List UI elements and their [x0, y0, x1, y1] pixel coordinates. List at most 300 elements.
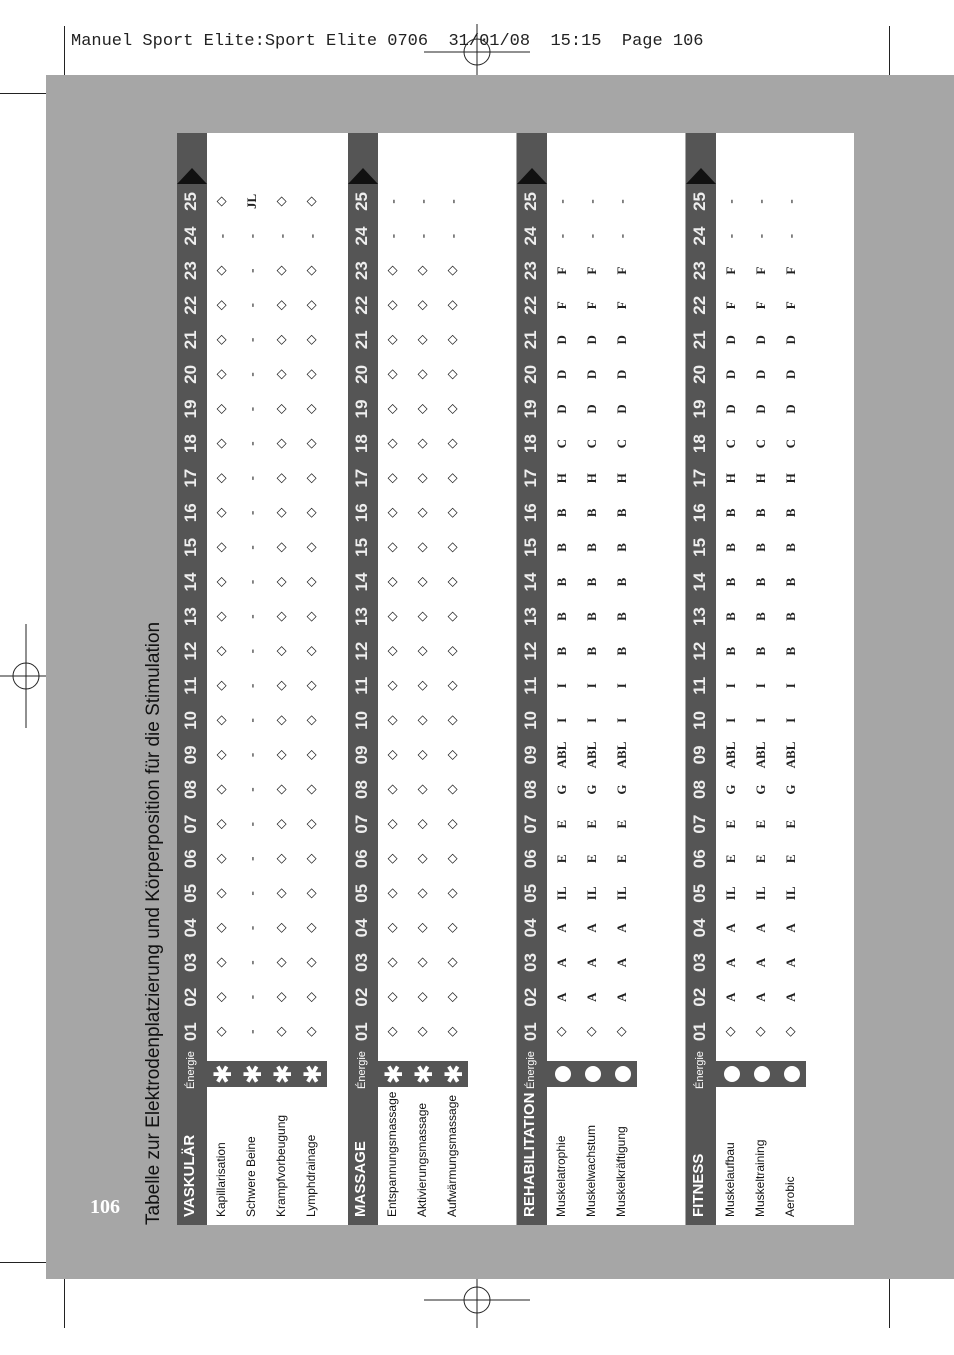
table-cell: - [554, 199, 569, 204]
table-cell: F [614, 266, 629, 275]
arrow-icon [348, 168, 378, 184]
table-cell: B [584, 508, 599, 518]
diamond-icon: ◇ [304, 438, 319, 449]
diamond-icon: ◇ [274, 369, 289, 380]
table-cell: A [753, 992, 768, 1002]
table-row [716, 133, 746, 1225]
diamond-icon: ◇ [445, 819, 460, 830]
program-number: 08 [690, 780, 709, 800]
program-number: 14 [181, 572, 200, 592]
diamond-icon: ◇ [214, 611, 229, 622]
crop-mark [0, 1262, 52, 1263]
table-cell: B [753, 646, 768, 656]
table-cell: - [244, 891, 259, 896]
program-number: 07 [690, 814, 709, 834]
table-cell: A [614, 957, 629, 968]
diamond-icon: ◇ [214, 784, 229, 795]
diamond-icon: ◇ [304, 853, 319, 864]
cell-row [776, 184, 806, 1049]
program-number: 15 [181, 537, 200, 557]
table-cell: B [584, 543, 599, 552]
program-number: 21 [521, 330, 540, 350]
program-number: 23 [352, 261, 371, 281]
diamond-icon: ◇ [304, 715, 319, 726]
table-cell: - [445, 233, 460, 239]
table-cell: I [554, 683, 569, 689]
category-label: MASSAGE [352, 1141, 369, 1217]
program-number: 20 [352, 364, 371, 384]
diamond-icon: ◇ [274, 715, 289, 726]
table-cell: H [723, 473, 738, 484]
table-cell: B [753, 612, 768, 621]
diamond-icon: ◇ [304, 819, 319, 830]
program-number: 05 [352, 883, 371, 903]
table-cell: - [244, 856, 259, 861]
table-cell: - [753, 233, 768, 239]
table-cell: IL [584, 886, 599, 901]
table-cell: - [244, 718, 259, 723]
diamond-icon: ◇ [274, 334, 289, 345]
diamond-icon: ◇ [445, 646, 460, 657]
program-table [686, 133, 854, 1225]
program-number: 08 [181, 780, 200, 800]
diamond-icon: ◇ [304, 611, 319, 622]
table-cell: A [753, 923, 768, 933]
table-cell: B [753, 543, 768, 552]
program-number: 08 [352, 780, 371, 800]
table-cell: - [244, 303, 259, 308]
energy-label: Énergie [356, 1051, 368, 1089]
star-icon: ✱ [207, 1061, 237, 1087]
table-cell: - [244, 649, 259, 654]
diamond-icon: ◇ [274, 957, 289, 968]
diamond-icon: ◇ [445, 611, 460, 622]
table-header [517, 133, 547, 1225]
table-cell: - [385, 199, 400, 204]
table-cell: C [554, 438, 569, 449]
table-cell: I [584, 717, 599, 723]
table-cell: - [244, 441, 259, 446]
diamond-icon: ◇ [304, 680, 319, 691]
star-icon: ✱ [237, 1061, 267, 1087]
table-cell: - [244, 476, 259, 481]
page-title: Tabelle zur Elektrodenplatzierung und Körperposition für die Stimulation [143, 621, 164, 1225]
diamond-icon: ◇ [385, 611, 400, 622]
program-number: 10 [181, 710, 200, 730]
diamond-icon: ◇ [274, 992, 289, 1003]
diamond-icon: ◇ [385, 992, 400, 1003]
crop-mark [889, 1278, 890, 1328]
program-number: 25 [352, 192, 371, 211]
table-cell: - [244, 233, 259, 239]
diamond-icon: ◇ [304, 265, 319, 276]
table-cell: IL [554, 886, 569, 901]
table-cell: - [445, 199, 460, 204]
table-cell: E [783, 854, 798, 864]
diamond-icon: ◇ [385, 1026, 400, 1037]
program-number: 09 [521, 745, 540, 765]
table-cell: - [723, 199, 738, 204]
program-number: 21 [690, 330, 709, 350]
program-number: 08 [521, 780, 540, 800]
program-number: 03 [690, 953, 709, 972]
table-cell: A [554, 957, 569, 968]
diamond-icon: ◇ [783, 1026, 798, 1037]
diamond-icon: ◇ [214, 334, 229, 345]
table-cell: D [614, 369, 629, 380]
program-number: 05 [181, 883, 200, 903]
table-cell: D [584, 404, 599, 414]
table-row [547, 133, 577, 1225]
table-row [378, 133, 408, 1225]
table-header [686, 133, 716, 1225]
program-label: Muskelaufbau [723, 1142, 737, 1217]
star-icon: ✱ [438, 1061, 468, 1087]
diamond-icon: ◇ [415, 1026, 430, 1037]
diamond-icon: ◇ [445, 853, 460, 864]
table-cell: B [783, 508, 798, 518]
program-number: 16 [690, 503, 709, 523]
program-number: 18 [352, 434, 371, 454]
table-cell: B [554, 577, 569, 587]
program-number: 17 [181, 468, 200, 488]
diamond-icon: ◇ [415, 438, 430, 449]
diamond-icon: ◇ [304, 784, 319, 795]
table-cell: A [723, 923, 738, 933]
program-number: 16 [181, 503, 200, 523]
table-cell: F [584, 266, 599, 275]
diamond-icon: ◇ [304, 992, 319, 1003]
table-cell: I [614, 717, 629, 723]
diamond-icon: ◇ [214, 438, 229, 449]
table-cell: B [584, 577, 599, 587]
diamond-icon: ◇ [415, 957, 430, 968]
diamond-icon: ◇ [445, 992, 460, 1003]
table-cell: A [783, 923, 798, 933]
category-label: REHABILITATION [521, 1092, 538, 1217]
program-number: 22 [352, 295, 371, 315]
diamond-icon: ◇ [415, 265, 430, 276]
diamond-icon: ◇ [445, 888, 460, 899]
program-number: 06 [690, 849, 709, 869]
table-cell: A [783, 957, 798, 968]
table-cell: B [554, 508, 569, 518]
diamond-icon: ◇ [445, 957, 460, 968]
diamond-icon: ◇ [445, 715, 460, 726]
program-number: 17 [352, 468, 371, 488]
program-number: 19 [352, 399, 371, 419]
table-cell: H [584, 473, 599, 484]
program-number: 14 [521, 572, 540, 592]
table-cell: - [244, 372, 259, 377]
table-cell: F [753, 301, 768, 310]
table-cell: - [584, 199, 599, 204]
table-cell: B [783, 646, 798, 656]
table-cell: E [753, 819, 768, 829]
cell-row [746, 184, 776, 1049]
diamond-icon: ◇ [274, 611, 289, 622]
table-cell: D [554, 335, 569, 345]
table-cell: B [614, 577, 629, 587]
table-cell: F [614, 301, 629, 310]
diamond-icon: ◇ [385, 819, 400, 830]
diamond-icon: ◇ [445, 438, 460, 449]
table-cell: - [244, 960, 259, 965]
program-number: 10 [690, 710, 709, 730]
table-cell: - [244, 752, 259, 758]
program-number: 12 [352, 641, 371, 661]
print-header: Manuel Sport Elite:Sport Elite 0706 31/01/08 15:15 Page 106 [71, 32, 704, 51]
diamond-icon: ◇ [753, 1026, 768, 1037]
diamond-icon: ◇ [214, 404, 229, 415]
arrow-icon [686, 168, 716, 184]
table-cell: E [584, 819, 599, 829]
registration-mark-top [424, 24, 530, 76]
program-number: 22 [690, 295, 709, 315]
diamond-icon: ◇ [274, 576, 289, 587]
program-number: 12 [690, 641, 709, 661]
program-label: Aerobic [783, 1176, 797, 1217]
table-cell: IL [614, 886, 629, 901]
diamond-icon: ◇ [274, 473, 289, 484]
program-number: 13 [181, 607, 200, 627]
program-number: 13 [690, 607, 709, 627]
table-cell: A [753, 957, 768, 968]
diamond-icon: ◇ [385, 473, 400, 484]
diamond-icon: ◇ [415, 473, 430, 484]
table-cell: A [614, 992, 629, 1002]
table-cell: E [554, 819, 569, 829]
table-row [746, 133, 776, 1225]
table-cell: B [723, 612, 738, 621]
program-number: 09 [690, 745, 709, 765]
diamond-icon: ◇ [415, 992, 430, 1003]
program-number: 06 [352, 849, 371, 869]
diamond-icon: ◇ [274, 853, 289, 864]
diamond-icon: ◇ [304, 404, 319, 415]
table-cell: H [753, 473, 768, 484]
program-number: 19 [521, 399, 540, 419]
table-cell: C [723, 438, 738, 449]
cell-row [378, 184, 408, 1049]
cell-row [547, 184, 577, 1049]
energy-cell [547, 1061, 577, 1087]
table-cell: A [554, 992, 569, 1002]
table-cell: F [584, 301, 599, 310]
table-cell: I [753, 683, 768, 689]
diamond-icon: ◇ [415, 611, 430, 622]
program-number: 16 [521, 503, 540, 523]
dot-icon [724, 1066, 740, 1082]
table-cell: A [723, 957, 738, 968]
table-cell: - [614, 199, 629, 204]
table-cell: G [753, 784, 768, 795]
diamond-icon: ◇ [385, 957, 400, 968]
cell-row [408, 184, 438, 1049]
diamond-icon: ◇ [214, 992, 229, 1003]
table-cell: - [415, 233, 430, 239]
program-number-row [352, 184, 372, 1049]
cell-row [237, 184, 267, 1049]
diamond-icon: ◇ [415, 922, 430, 933]
diamond-icon: ◇ [385, 265, 400, 276]
table-cell: ABL [584, 741, 599, 769]
program-number: 04 [352, 918, 371, 938]
table-cell: D [554, 369, 569, 380]
cell-row [716, 184, 746, 1049]
table-spacer [806, 133, 854, 1225]
table-cell: - [244, 337, 259, 342]
diamond-icon: ◇ [385, 784, 400, 795]
star-icon: ✱ [408, 1061, 438, 1087]
diamond-icon: ◇ [385, 300, 400, 311]
table-cell: I [723, 683, 738, 689]
program-number: 03 [181, 953, 200, 972]
table-cell: C [584, 438, 599, 449]
table-cell: - [783, 233, 798, 239]
program-number: 25 [521, 192, 540, 211]
diamond-icon: ◇ [415, 542, 430, 553]
diamond-icon: ◇ [445, 680, 460, 691]
program-number: 05 [521, 883, 540, 903]
table-cell: IL [723, 886, 738, 901]
table-cell: - [244, 406, 259, 412]
table-cell: - [244, 268, 259, 273]
table-cell: E [723, 819, 738, 829]
table-cell: D [783, 335, 798, 345]
diamond-icon: ◇ [415, 680, 430, 691]
table-cell: JL [244, 193, 259, 210]
diamond-icon: ◇ [415, 369, 430, 380]
table-cell: E [554, 854, 569, 864]
table-cell: D [723, 369, 738, 380]
table-cell: B [783, 577, 798, 587]
table-cell: I [584, 683, 599, 689]
table-cell: D [554, 404, 569, 414]
energy-cell [716, 1061, 746, 1087]
program-label: Muskelkräftigung [614, 1126, 628, 1217]
diamond-icon: ◇ [214, 853, 229, 864]
program-number: 20 [181, 364, 200, 384]
program-number: 18 [181, 434, 200, 454]
program-number: 23 [690, 261, 709, 281]
crop-mark [64, 26, 65, 78]
diamond-icon: ◇ [385, 715, 400, 726]
diamond-icon: ◇ [385, 542, 400, 553]
table-cell: C [614, 438, 629, 449]
table-cell: B [554, 543, 569, 552]
table-cell: I [723, 717, 738, 723]
program-number: 25 [181, 192, 200, 211]
diamond-icon: ◇ [274, 1026, 289, 1037]
diamond-icon: ◇ [445, 473, 460, 484]
table-cell: B [614, 612, 629, 621]
table-cell: D [614, 404, 629, 414]
program-number: 02 [690, 987, 709, 1007]
diamond-icon: ◇ [304, 542, 319, 553]
crop-mark [64, 1278, 65, 1328]
diamond-icon: ◇ [214, 957, 229, 968]
table-cell: G [614, 784, 629, 795]
diamond-icon: ◇ [415, 784, 430, 795]
diamond-icon: ◇ [304, 749, 319, 760]
table-cell: C [753, 438, 768, 449]
table-cell: A [783, 992, 798, 1002]
program-number: 11 [181, 676, 200, 695]
diamond-icon: ◇ [385, 853, 400, 864]
table-row [237, 133, 267, 1225]
diamond-icon: ◇ [214, 749, 229, 760]
table-cell: ABL [783, 741, 798, 769]
program-number: 24 [690, 226, 709, 246]
diamond-icon: ◇ [445, 922, 460, 933]
table-spacer [468, 133, 516, 1225]
table-row [607, 133, 637, 1225]
table-cell: F [783, 301, 798, 310]
program-number: 09 [352, 745, 371, 765]
energy-cell [776, 1061, 806, 1087]
program-number: 12 [181, 641, 200, 661]
table-cell: B [753, 577, 768, 587]
table-cell: - [614, 233, 629, 239]
diamond-icon: ◇ [445, 507, 460, 518]
program-number: 22 [521, 295, 540, 315]
table-cell: - [244, 545, 259, 550]
program-number: 02 [521, 987, 540, 1007]
category-label: FITNESS [690, 1153, 707, 1217]
table-cell: - [415, 199, 430, 204]
program-number: 12 [521, 641, 540, 661]
dot-icon [615, 1066, 631, 1082]
table-cell: I [783, 717, 798, 723]
dot-icon [754, 1066, 770, 1082]
diamond-icon: ◇ [415, 646, 430, 657]
diamond-icon: ◇ [415, 749, 430, 760]
diamond-icon: ◇ [274, 507, 289, 518]
table-cell: D [723, 404, 738, 414]
page-number: 106 [90, 1196, 120, 1218]
program-number: 20 [690, 364, 709, 384]
table-row [577, 133, 607, 1225]
diamond-icon: ◇ [214, 265, 229, 276]
diamond-icon: ◇ [274, 265, 289, 276]
table-cell: E [584, 854, 599, 864]
program-number: 07 [521, 814, 540, 834]
table-cell: F [723, 266, 738, 275]
table-cell: B [723, 577, 738, 587]
program-number-row [181, 184, 201, 1049]
diamond-icon: ◇ [445, 369, 460, 380]
dot-icon [585, 1066, 601, 1082]
diamond-icon: ◇ [214, 576, 229, 587]
table-cell: D [783, 369, 798, 380]
energy-cell [746, 1061, 776, 1087]
program-number: 03 [521, 953, 540, 972]
program-number: 02 [352, 987, 371, 1007]
energy-cell [607, 1061, 637, 1087]
table-cell: B [723, 543, 738, 552]
program-number: 21 [181, 330, 200, 350]
diamond-icon: ◇ [385, 922, 400, 933]
table-cell: E [614, 819, 629, 829]
program-number: 01 [690, 1022, 709, 1042]
table-cell: F [554, 266, 569, 275]
table-cell: A [584, 957, 599, 968]
table-cell: D [723, 335, 738, 345]
table-cell: F [554, 301, 569, 310]
table-cell: G [723, 784, 738, 795]
diamond-icon: ◇ [214, 922, 229, 933]
